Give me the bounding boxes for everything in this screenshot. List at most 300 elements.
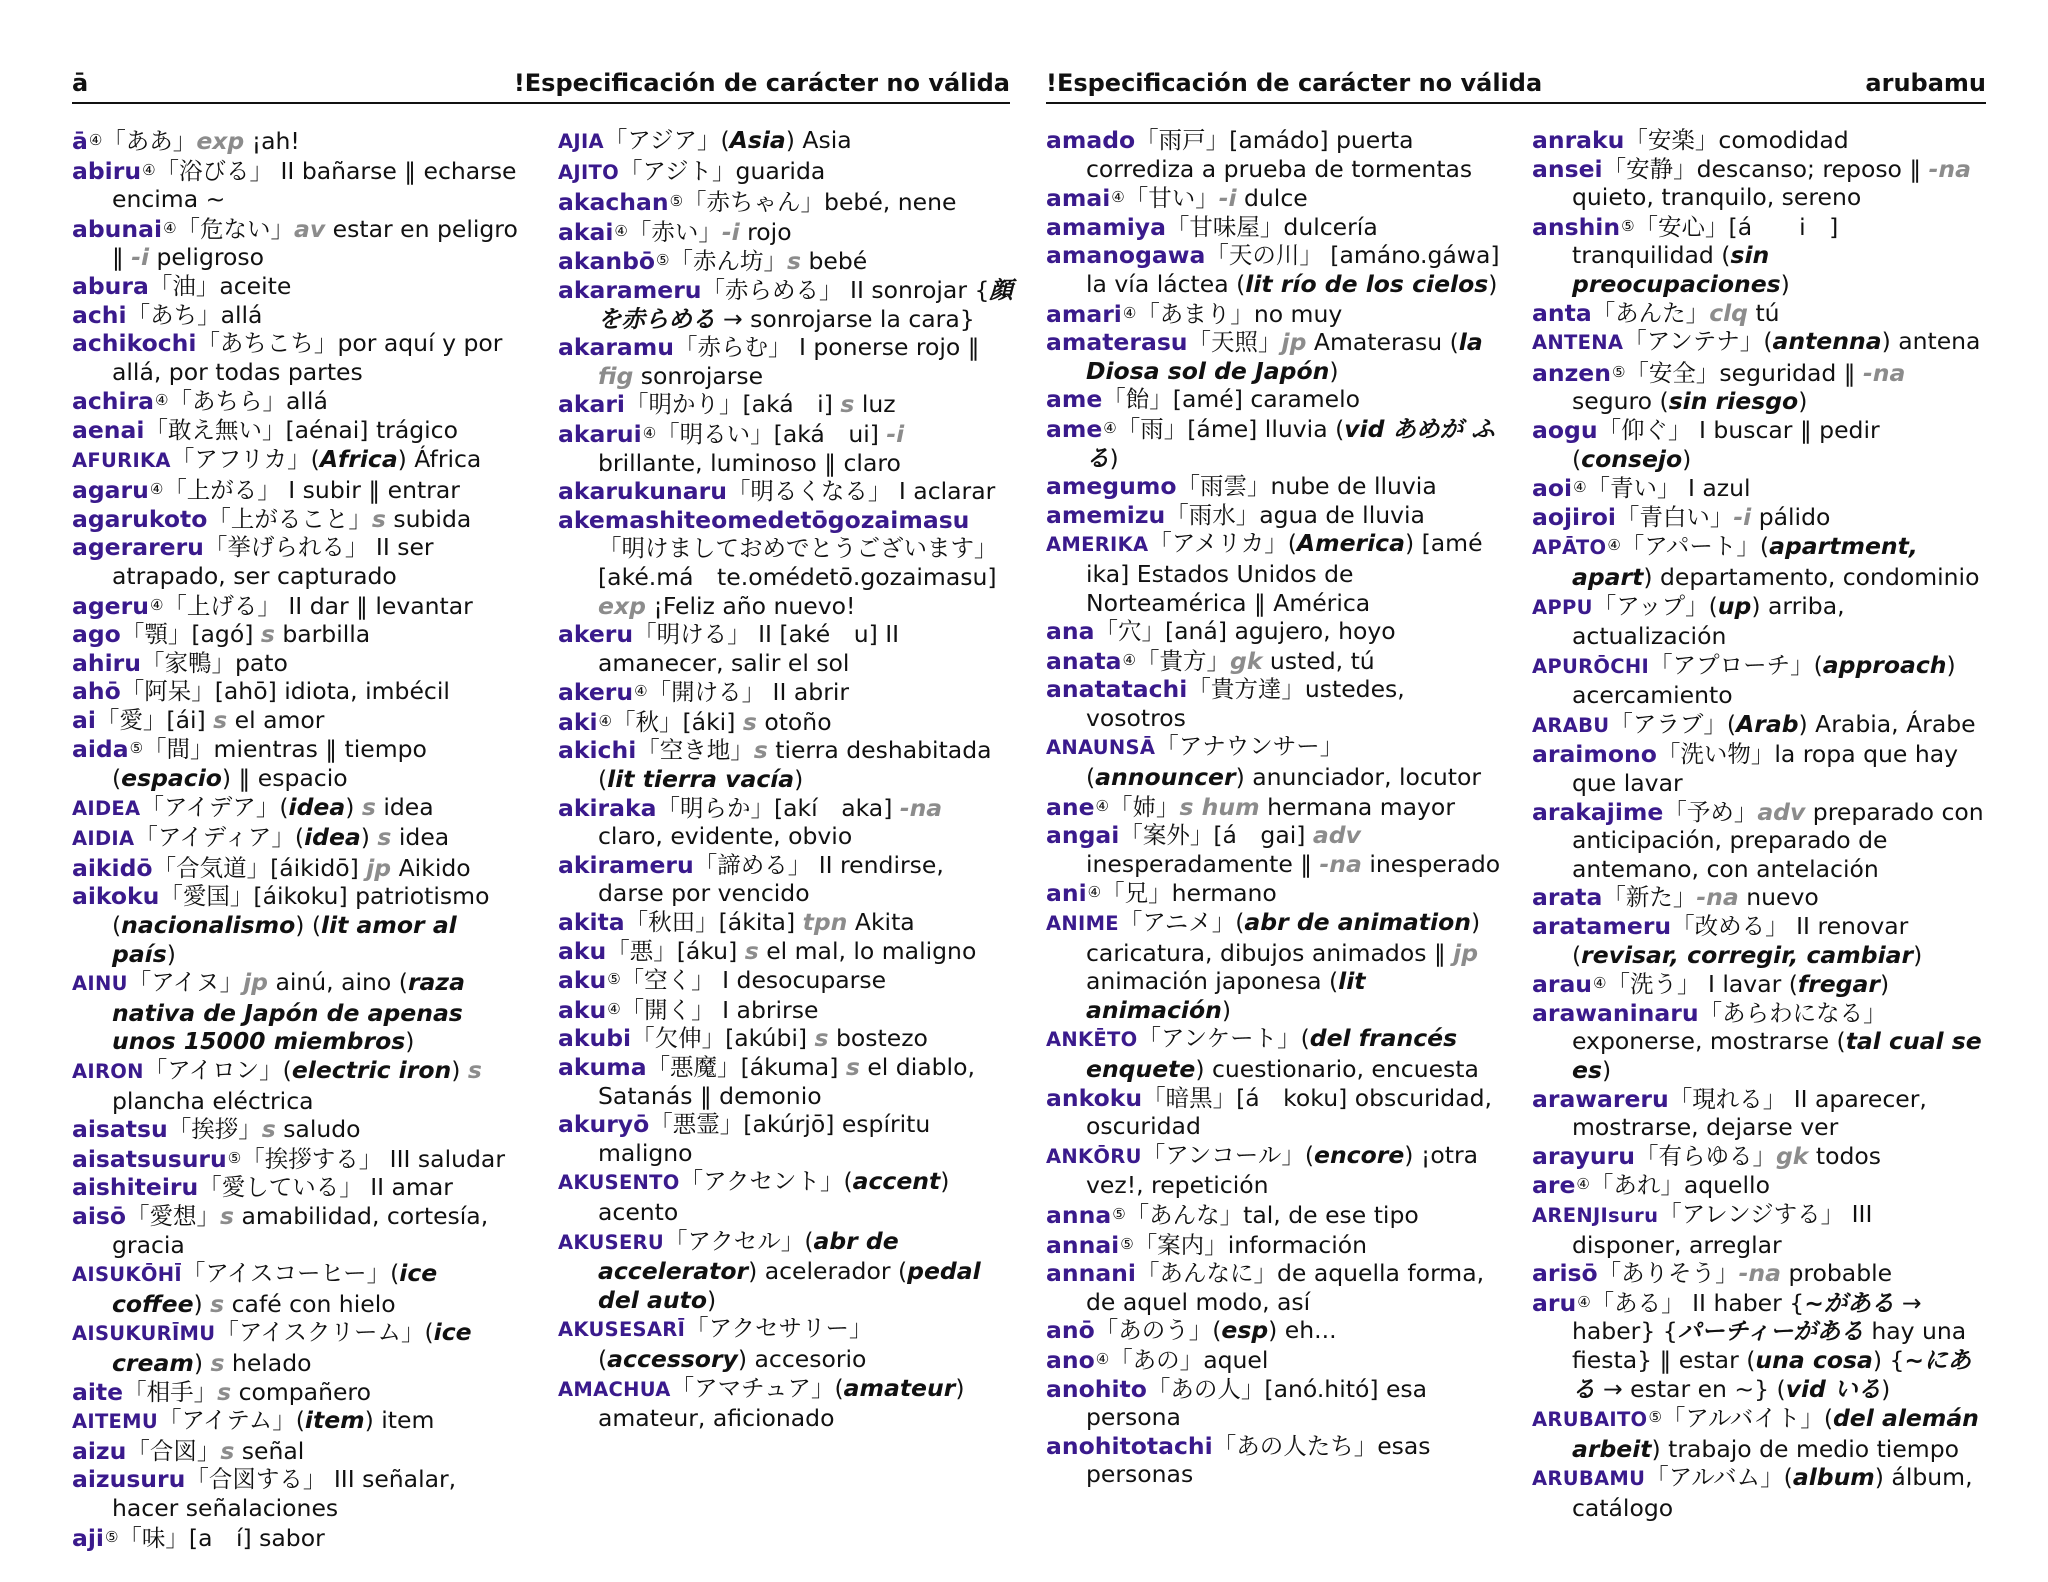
grammar-tag: jp <box>366 853 392 882</box>
grammar-tag: s <box>845 1053 860 1081</box>
dictionary-entry: AIDIA「アイディア」(idea) s idea <box>72 823 450 852</box>
dictionary-entry: anna⑤「あんな」tal, de ese tipo <box>1046 1200 1419 1229</box>
dictionary-entry: akirameru「諦める」 II rendirse, darse por vencido <box>558 850 944 908</box>
dictionary-entry: akai④「赤い」-i rojo <box>558 217 792 246</box>
dictionary-entry: ARUBAMU「アルバム」(album) álbum, catálogo <box>1532 1463 1973 1522</box>
dictionary-entry: ANKĒTO「アンケート」(del francés enquete) cuestionario, encuesta <box>1046 1024 1479 1083</box>
right-header-title: !Especificación de carácter no válida <box>1046 69 1543 97</box>
headword: APĀTO <box>1532 536 1607 560</box>
accent-mark: ⑤ <box>607 970 621 989</box>
headword: AJITO <box>558 160 619 184</box>
headword: anohitotachi <box>1046 1431 1213 1460</box>
left-header-guideword: ā <box>72 69 89 97</box>
dictionary-entry: agaru④「上がる」 I subir ‖ entrar <box>72 476 460 505</box>
headword: aenai <box>72 415 145 444</box>
headword: ano <box>1046 1345 1095 1374</box>
dictionary-entry: anohito「あの人」[anó.hitó] esa persona <box>1046 1374 1428 1432</box>
dictionary-entry: akuryō「悪霊」[akúrjō] espíritu maligno <box>558 1110 931 1167</box>
grammar-tag: -i <box>131 243 150 272</box>
headword: AMACHUA <box>558 1377 671 1401</box>
headword: akari <box>558 390 625 419</box>
headword: amari <box>1046 299 1122 328</box>
accent-mark: ④ <box>1577 1292 1591 1311</box>
dictionary-entry: akeru④「開ける」 II abrir <box>558 678 850 707</box>
headword: anshin <box>1532 212 1621 241</box>
headword: AKUSENTO <box>558 1171 680 1195</box>
headword: achi <box>72 300 127 329</box>
dictionary-entry: akiraka「明らか」[akí aka] -na claro, evidente, obvio <box>558 793 943 851</box>
headword: APPU <box>1532 595 1593 619</box>
dictionary-entry: aku④「開く」 I abrirse <box>558 995 819 1024</box>
headword: arayuru <box>1532 1141 1635 1170</box>
headword: angai <box>1046 821 1120 850</box>
dictionary-entry: amado「雨戸」[amádo] puerta corrediza a prueba de tormentas <box>1046 126 1473 183</box>
dictionary-entry: AISUKŌHĪ「アイスコーヒー」(ice coffee) s café con hielo <box>72 1259 438 1318</box>
headword: akanbō <box>558 247 656 276</box>
dictionary-entry: anata④「貴方」gk usted, tú <box>1046 646 1375 675</box>
headword: ARABU <box>1532 713 1610 737</box>
dictionary-entry: achira④「あちら」allá <box>72 387 328 416</box>
headword: ā <box>72 127 88 155</box>
headword: aite <box>72 1377 124 1406</box>
accent-mark: ④ <box>1607 536 1621 555</box>
dictionary-entry: annani「あんなに」de aquella forma, de aquel modo, así <box>1046 1259 1485 1316</box>
grammar-tag: adv <box>1312 821 1361 850</box>
accent-mark: ④ <box>1576 1175 1590 1194</box>
headword: akiraka <box>558 793 657 822</box>
headword: aizu <box>72 1436 127 1465</box>
grammar-tag: adv <box>1757 797 1806 826</box>
dictionary-entry: anta「あんた」clq tú <box>1532 298 1780 327</box>
grammar-tag: jp <box>1453 938 1479 967</box>
grammar-tag: clq <box>1709 298 1748 327</box>
dictionary-entry: AJIA「アジア」(Asia) Asia <box>558 126 852 154</box>
headword: akachan <box>558 188 669 217</box>
headword: aikidō <box>72 853 153 882</box>
headword: ARUBAMU <box>1532 1467 1646 1491</box>
dictionary-entry: ARABU「アラブ」(Arab) Arabia, Árabe <box>1532 709 1976 738</box>
dictionary-entry: ane④「姉」s hum hermana mayor <box>1046 792 1455 821</box>
headword: agerareru <box>72 533 204 562</box>
dictionary-entry: AMACHUA「アマチュア」(amateur) amateur, aficionado <box>558 1373 965 1433</box>
accent-mark: ⑤ <box>227 1148 242 1167</box>
dictionary-entry: ankoku「暗黒」[á koku] obscuridad, oscuridad <box>1046 1083 1492 1141</box>
headword: AKUSESARĪ <box>558 1318 686 1342</box>
headword: akeru <box>558 620 634 649</box>
dictionary-entry: anraku「安楽」comodidad <box>1532 126 1849 154</box>
dictionary-entry: aikidō「合気道」[áikidō] jp Aikido <box>72 853 471 882</box>
headword: annani <box>1046 1259 1136 1288</box>
headword: amegumo <box>1046 472 1177 501</box>
headword: akarameru <box>558 275 702 304</box>
dictionary-entry: ahō「阿呆」[ahō] idiota, imbécil <box>72 677 450 706</box>
dictionary-entry: akarui④「明るい」[aká ui] -i brillante, luminoso ‖ claro <box>558 419 905 477</box>
dictionary-entry: anohitotachi「あの人たち」esas personas <box>1046 1431 1431 1489</box>
headword: aku <box>558 995 607 1024</box>
accent-mark: ⑤ <box>129 739 144 758</box>
accent-mark: ④ <box>634 682 648 701</box>
headword: aisatsusuru <box>72 1144 227 1173</box>
dictionary-entry: ani④「兄」hermano <box>1046 879 1277 908</box>
dictionary-entry: annai⑤「案内」información <box>1046 1230 1368 1259</box>
grammar-tag: s <box>220 1436 235 1465</box>
accent-mark: ⑤ <box>656 251 670 270</box>
headword: aratameru <box>1532 912 1672 941</box>
accent-mark: ④ <box>142 160 156 179</box>
headword: aikoku <box>72 882 160 911</box>
dictionary-entry: ANAUNSĀ「アナウンサー」(announcer) anunciador, locutor <box>1046 732 1482 792</box>
accent-mark: ④ <box>607 999 621 1018</box>
dictionary-entry: arakajime「予め」adv preparado con anticipación, preparado de antemano, con antelación <box>1532 797 1984 883</box>
headword: AIDIA <box>72 827 135 851</box>
dictionary-entry: anatatachi「貴方達」ustedes, vosotros <box>1046 675 1405 732</box>
dictionary-entry: aji⑤「味」[a í] sabor <box>72 1523 325 1552</box>
headword: anata <box>1046 646 1122 675</box>
dictionary-entry: ageru④「上げる」 II dar ‖ levantar <box>72 591 473 620</box>
grammar-tag: -na <box>899 793 943 822</box>
dictionary-entry: APURŌCHI「アプローチ」(approach) acercamiento <box>1532 650 1956 710</box>
headword: aojiroi <box>1532 502 1616 531</box>
headword: ANKŌRU <box>1046 1144 1142 1168</box>
dictionary-entry: ANIME「アニメ」(abr de animation) caricatura, dibujos animados ‖ jp animación japonesa (lit animación) <box>1046 908 1481 1024</box>
dictionary-entry: aite「相手」s compañero <box>72 1377 371 1406</box>
dictionary-entry: amemizu「雨水」agua de lluvia <box>1046 500 1425 529</box>
dictionary-entry: ai「愛」[ái] s el amor <box>72 705 325 734</box>
headword: akemashiteomedetōgozaimasu <box>558 505 970 534</box>
headword: AISUKŌHĪ <box>72 1263 182 1287</box>
accent-mark: ④ <box>163 218 177 237</box>
headword: ani <box>1046 879 1087 908</box>
dictionary-entry: abura「油」aceite <box>72 271 292 300</box>
grammar-tag: exp <box>196 127 245 155</box>
dictionary-entry: aru④「ある」 II haber {~がある → haber} {パーチィーがある hay una fiesta} ‖ estar (una cosa) {~にある → estar en ~} (vid いる) <box>1532 1288 1972 1403</box>
grammar-tag: s <box>744 936 759 965</box>
headword: ago <box>72 620 121 649</box>
dictionary-entry: ANTENA「アンテナ」(antenna) antena <box>1532 327 1981 356</box>
dictionary-entry: AKUSESARĪ「アクセサリー」(accessory) accesorio <box>558 1314 873 1373</box>
accent-mark: ⑤ <box>1611 362 1626 381</box>
grammar-tag: s <box>753 736 768 765</box>
headword: aji <box>72 1523 104 1552</box>
headword: akita <box>558 908 625 937</box>
accent-mark: ④ <box>149 595 164 614</box>
dictionary-entry: aisatsu「挨拶」s saludo <box>72 1115 361 1144</box>
dictionary-entry: akaramu「赤らむ」 I ponerse rojo ‖ fig sonrojarse <box>558 333 980 390</box>
accent-mark: ⑤ <box>1621 216 1635 235</box>
headword: abura <box>72 271 149 300</box>
accent-mark: ⑤ <box>104 1527 119 1546</box>
headword: anatatachi <box>1046 675 1188 704</box>
headword: amai <box>1046 184 1111 213</box>
dictionary-entry: anzen⑤「安全」seguridad ‖ -na seguro (sin riesgo) <box>1532 358 1906 416</box>
accent-mark: ④ <box>598 711 612 730</box>
dictionary-entry: amai④「甘い」-i dulce <box>1046 184 1308 213</box>
accent-mark: ④ <box>1095 796 1109 815</box>
dictionary-entry: ā④「ああ」exp ¡ah! <box>72 127 300 155</box>
dictionary-entry: aisō「愛想」s amabilidad, cortesía, gracia <box>72 1201 489 1259</box>
dictionary-entry: amamiya「甘味屋」dulcería <box>1046 212 1378 241</box>
dictionary-entry: ana「穴」[aná] agujero, hoyo <box>1046 617 1396 646</box>
dictionary-entry: ANKŌRU「アンコール」(encore) ¡otra vez!, repetición <box>1046 1140 1479 1200</box>
headword: anzen <box>1532 358 1611 387</box>
dictionary-entry: akarameru「赤らめる」 II sonrojar {顔を赤らめる → sonrojarse la cara} <box>558 275 1013 333</box>
headword: amemizu <box>1046 500 1166 529</box>
dictionary-entry: APPU「アップ」(up) arriba, actualización <box>1532 591 1845 651</box>
headword: araimono <box>1532 740 1657 769</box>
headword: arawaninaru <box>1532 998 1699 1027</box>
headword: anō <box>1046 1316 1095 1345</box>
headword: akeru <box>558 678 634 707</box>
headword: aoi <box>1532 474 1573 503</box>
headword: aisō <box>72 1201 127 1230</box>
headword: ane <box>1046 792 1095 821</box>
headword: akuryō <box>558 1110 650 1139</box>
headword: akarukunaru <box>558 477 727 506</box>
headword: arakajime <box>1532 797 1664 826</box>
grammar-tag: -i <box>1733 502 1752 531</box>
left-header-title: !Especificación de carácter no válida <box>513 69 1010 97</box>
grammar-tag: exp <box>598 591 646 620</box>
dictionary-entry: araimono「洗い物」la ropa que hay que lavar <box>1532 740 1959 798</box>
headword: aida <box>72 735 129 764</box>
grammar-tag: s <box>220 1201 235 1230</box>
headword: abiru <box>72 156 142 185</box>
dictionary-entry: AJITO「アジト」guarida <box>558 156 826 185</box>
dictionary-entry: aida⑤「間」mientras ‖ tiempo (espacio) ‖ espacio <box>72 735 427 793</box>
dictionary-entry: arayuru「有らゆる」gk todos <box>1532 1141 1882 1170</box>
headword: AJIA <box>558 130 604 153</box>
accent-mark: ⑤ <box>1648 1408 1662 1427</box>
dictionary-entry: AKUSENTO「アクセント」(accent) acento <box>558 1167 950 1226</box>
dictionary-entry: AKUSERU「アクセル」(abr de accelerator) acelerador (pedal del auto) <box>558 1226 981 1314</box>
headword: amanogawa <box>1046 241 1206 270</box>
right-header-guideword: arubamu <box>1865 69 1986 97</box>
left-page <box>72 66 1013 1552</box>
headword: akubi <box>558 1024 632 1053</box>
dictionary-entry: ago「顎」[agó] s barbilla <box>72 620 371 649</box>
headword: ame <box>1046 385 1103 414</box>
dictionary-entry: achikochi「あちこち」por aquí y por allá, por todas partes <box>72 329 503 386</box>
dictionary-entry: ame④「雨」[áme] lluvia (vid あめが ふる) <box>1046 414 1495 472</box>
dictionary-entry: amegumo「雨雲」nube de lluvia <box>1046 472 1437 501</box>
headword: akuma <box>558 1053 647 1081</box>
headword: AINU <box>72 972 128 996</box>
headword: aogu <box>1532 415 1598 444</box>
grammar-tag: s <box>261 1115 276 1144</box>
headword: agarukoto <box>72 504 208 533</box>
dictionary-entry: arata「新た」-na nuevo <box>1532 883 1819 912</box>
dictionary-entry: akichi「空き地」s tierra deshabitada (lit tierra vacía) <box>558 736 992 794</box>
accent-mark: ⑤ <box>1112 1204 1126 1223</box>
accent-mark: ④ <box>155 391 169 410</box>
headword: ANKĒTO <box>1046 1028 1138 1052</box>
dictionary-entry: ano④「あの」aquel <box>1046 1345 1269 1374</box>
accent-mark: ④ <box>1095 1349 1110 1368</box>
headword: APURŌCHI <box>1532 654 1650 678</box>
dictionary-entry: AISUKURĪMU「アイスクリーム」(ice cream) s helado <box>72 1318 472 1377</box>
headword: ahō <box>72 677 121 706</box>
grammar-tag: jp <box>1281 328 1307 357</box>
grammar-tag: fig <box>598 361 634 390</box>
right-page-column-2 <box>1532 126 1987 1523</box>
left-page-column-1 <box>72 126 527 1552</box>
headword: arau <box>1532 970 1593 999</box>
grammar-tag: av <box>294 214 326 243</box>
headword: AIDEA <box>72 796 141 820</box>
headword: arisō <box>1532 1259 1598 1288</box>
headword: agaru <box>72 476 149 505</box>
headword: ageru <box>72 591 149 620</box>
headword: amaterasu <box>1046 328 1188 357</box>
grammar-tag: s hum <box>1179 792 1260 821</box>
grammar-tag: s <box>840 390 855 419</box>
dictionary-entry: achi「あち」allá <box>72 300 263 329</box>
headword: ARENJIsuru <box>1532 1203 1659 1227</box>
headword: ARUBAITO <box>1532 1408 1648 1432</box>
dictionary-entry: amanogawa「天の川」 [amáno.gáwa] la vía láctea (lit río de los cielos) <box>1046 241 1500 298</box>
headword: ANTENA <box>1532 331 1624 355</box>
headword: AFURIKA <box>72 448 171 472</box>
accent-mark: ④ <box>642 423 657 442</box>
dictionary-entry: abunai④「危ない」av estar en peligro ‖ -i peligroso <box>72 214 518 272</box>
accent-mark: ④ <box>1122 303 1137 322</box>
headword: akichi <box>558 736 637 765</box>
dictionary-entry: AMERIKA「アメリカ」(America) [amé ika] Estados Unidos de Norteamérica ‖ América <box>1046 529 1507 617</box>
accent-mark: ④ <box>614 221 628 240</box>
dictionary-entry: amari④「あまり」no muy <box>1046 299 1343 328</box>
grammar-tag: s <box>260 620 275 649</box>
dictionary-entry: akarukunaru「明るくなる」 I aclarar <box>558 477 996 506</box>
dictionary-entry: AIDEA「アイデア」(idea) s idea <box>72 792 434 821</box>
headword: ankoku <box>1046 1083 1143 1112</box>
dictionary-entry: akita「秋田」[ákita] tpn Akita <box>558 908 915 937</box>
dictionary-entry: AIRON「アイロン」(electric iron) s plancha eléctrica <box>72 1056 482 1115</box>
accent-mark: ⑤ <box>1120 1234 1134 1253</box>
grammar-tag: gk <box>1775 1141 1809 1170</box>
right-page <box>1046 66 1986 1522</box>
headword: akirameru <box>558 850 694 879</box>
headword: aku <box>558 936 607 965</box>
dictionary-entry: arawareru「現れる」 II aparecer, mostrarse, dejarse ver <box>1532 1084 1927 1142</box>
headword: achira <box>72 387 155 416</box>
headword: anna <box>1046 1200 1112 1229</box>
dictionary-entry: amaterasu「天照」jp Amaterasu (la Diosa sol de Japón) <box>1046 328 1483 385</box>
dictionary-entry: akuma「悪魔」[ákuma] s el diablo, Satanás ‖ demonio <box>558 1053 975 1110</box>
dictionary-entry: akubi「欠伸」[akúbi] s bostezo <box>558 1024 928 1053</box>
headword: AIRON <box>72 1060 144 1083</box>
accent-mark: ④ <box>1593 974 1607 993</box>
dictionary-entry: ahiru「家鴨」pato <box>72 648 288 677</box>
grammar-tag: s <box>467 1056 482 1084</box>
headword: ai <box>72 705 96 734</box>
headword: AITEMU <box>72 1410 159 1434</box>
dictionary-entry: aizusuru「合図する」 III señalar, hacer señalaciones <box>72 1465 457 1522</box>
headword: aru <box>1532 1288 1577 1317</box>
dictionary-entry: akari「明かり」[aká i] s luz <box>558 390 896 419</box>
headword: anohito <box>1046 1374 1147 1403</box>
dictionary-entry: AITEMU「アイテム」(item) item <box>72 1406 435 1435</box>
headword: AMERIKA <box>1046 533 1149 557</box>
grammar-tag: -na <box>1928 154 1971 183</box>
grammar-tag: s <box>371 504 386 533</box>
headword: are <box>1532 1171 1576 1200</box>
headword: ahiru <box>72 648 141 677</box>
headword: aizusuru <box>72 1465 186 1494</box>
dictionary-entry: aojiroi「青白い」-i pálido <box>1532 502 1831 531</box>
dictionary-entry: ARENJIsuru「アレンジする」 III disponer, arreglar <box>1532 1199 1873 1259</box>
accent-mark: ④ <box>1103 418 1117 437</box>
headword: ANIME <box>1046 912 1119 936</box>
headword: AKUSERU <box>558 1230 665 1254</box>
grammar-tag: s <box>377 823 392 852</box>
dictionary-entry: akemashiteomedetōgozaimasu 「明けましておめでとうございます」 [aké.má te.omédetō.gozaimasu] exp ¡Feliz año nuevo! <box>558 505 998 620</box>
grammar-tag: s <box>361 792 376 821</box>
headword: ansei <box>1532 154 1603 183</box>
dictionary-entry: agerareru「挙げられる」 II ser atrapado, ser capturado <box>72 533 434 590</box>
accent-mark: ④ <box>88 131 103 149</box>
dictionary-entry: aoi④「青い」 I azul <box>1532 474 1751 503</box>
left-page-header <box>72 66 1010 104</box>
dictionary-entry: aratameru「改める」 II renovar (revisar, corregir, cambiar) <box>1532 912 1923 969</box>
dictionary-entry: AFURIKA「アフリカ」(Africa) África <box>72 444 482 473</box>
grammar-tag: s <box>210 1289 225 1318</box>
dictionary-entry: aku「悪」[áku] s el mal, lo maligno <box>558 936 977 965</box>
dictionary-entry: akeru「明ける」 II [aké u] II amanecer, salir el sol <box>558 620 900 677</box>
headword: anta <box>1532 298 1592 327</box>
headword: AISUKURĪMU <box>72 1322 216 1346</box>
dictionary-entry: ansei「安静」descanso; reposo ‖ -na quieto, tranquilo, sereno <box>1532 154 1971 212</box>
headword: arata <box>1532 883 1603 912</box>
headword: arawareru <box>1532 1084 1669 1113</box>
headword: anraku <box>1532 126 1625 154</box>
accent-mark: ④ <box>1573 478 1587 497</box>
headword: amado <box>1046 126 1136 154</box>
headword: akaramu <box>558 333 675 362</box>
dictionary-entry: akachan⑤「赤ちゃん」bebé, nene <box>558 188 957 217</box>
right-page-column-1 <box>1046 126 1507 1489</box>
dictionary-entry: aenai「敢え無い」[aénai] trágico <box>72 415 458 444</box>
grammar-tag: s <box>210 1348 225 1377</box>
dictionary-entry: aizu「合図」s señal <box>72 1436 305 1465</box>
grammar-tag: -na <box>1863 358 1906 387</box>
grammar-tag: s <box>814 1024 829 1053</box>
grammar-tag: -na <box>1696 883 1739 912</box>
headword: annai <box>1046 1230 1120 1259</box>
grammar-tag: gk <box>1230 646 1263 675</box>
accent-mark: ④ <box>1087 883 1102 902</box>
grammar-tag: -na <box>1738 1259 1781 1288</box>
grammar-tag: s <box>742 707 757 736</box>
accent-mark: ④ <box>1111 188 1125 207</box>
grammar-tag: s <box>213 705 228 734</box>
dictionary-entry: APĀTO④「アパート」(apartment, apart) departamento, condominio <box>1532 532 1980 591</box>
grammar-tag: tpn <box>802 908 848 937</box>
accent-mark: ④ <box>1122 650 1136 669</box>
headword: aki <box>558 707 598 736</box>
headword: achikochi <box>72 329 197 358</box>
accent-mark: ⑤ <box>669 192 684 211</box>
dictionary-entry: are④「あれ」aquello <box>1532 1171 1770 1200</box>
dictionary-entry: AINU「アイヌ」jp ainú, aino (raza nativa de Japón de apenas unos 15000 miembros) <box>72 968 465 1056</box>
dictionary-entry: aishiteiru「愛している」 II amar <box>72 1173 453 1202</box>
headword: ana <box>1046 617 1095 646</box>
dictionary-entry: aku⑤「空く」 I desocuparse <box>558 966 887 995</box>
headword: akarui <box>558 419 642 448</box>
headword: aishiteiru <box>72 1173 199 1202</box>
accent-mark: ④ <box>149 480 164 499</box>
dictionary-entry: aogu「仰ぐ」 I buscar ‖ pedir (consejo) <box>1532 415 1880 473</box>
dictionary-entry: ARUBAITO⑤「アルバイト」(del alemán arbeit) trabajo de medio tiempo <box>1532 1404 1979 1463</box>
